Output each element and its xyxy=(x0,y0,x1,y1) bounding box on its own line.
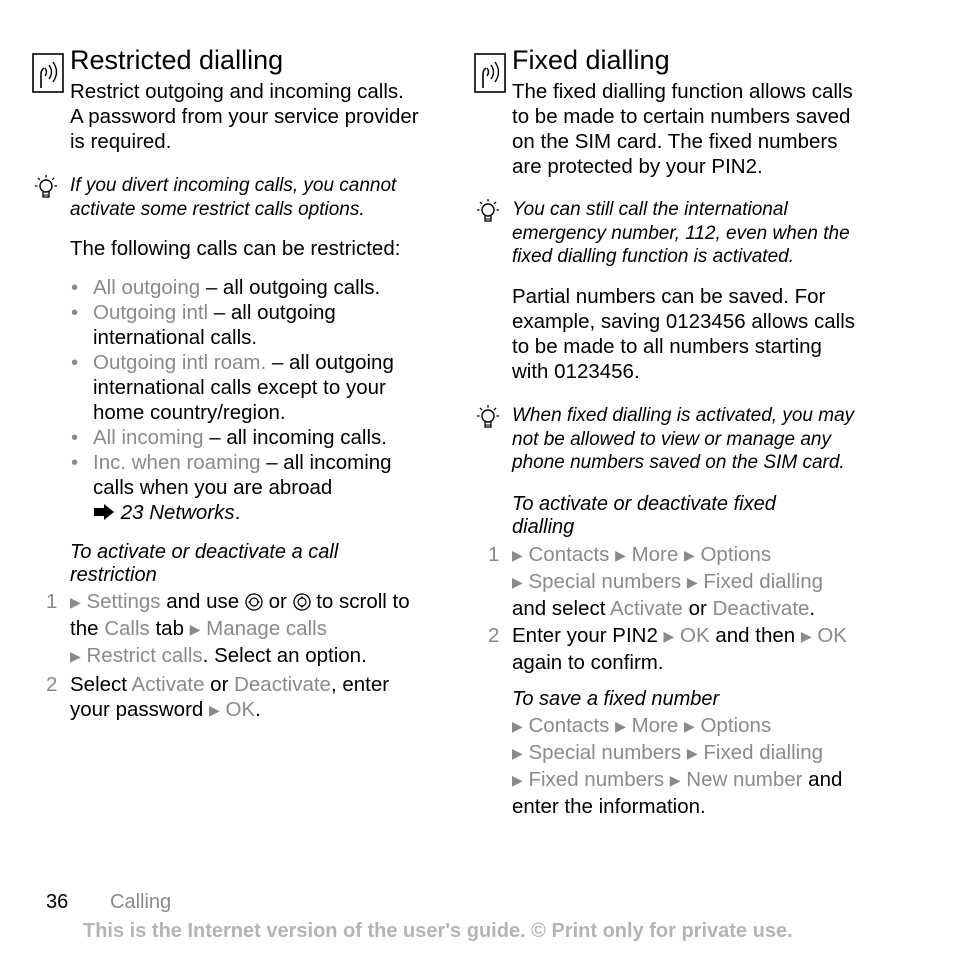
lightbulb-icon xyxy=(474,198,502,226)
list-item: • Inc. when roaming – all incoming calls when you are abroad 23 Networks. xyxy=(93,450,394,525)
triangle-right-icon: ▶ xyxy=(189,621,201,637)
triangle-right-icon: ▶ xyxy=(70,648,81,664)
triangle-right-icon: ▶ xyxy=(512,745,523,761)
step-1: 1 ▶ Settings and use or to scroll to the Calls tab ▶ Manage calls ▶ Restrict calls. Select an option. xyxy=(46,590,410,667)
restriction-steps xyxy=(46,589,410,724)
procedure-title-restriction: To activate or deactivate a call restriction xyxy=(70,541,339,586)
navigation-key-icon xyxy=(293,593,311,611)
phone-signal-icon xyxy=(32,53,64,93)
restricted-intro: Restrict outgoing and incoming calls. A password from your service provider is required. xyxy=(70,80,419,153)
navigation-key-icon xyxy=(245,593,263,611)
step-2: 2 Enter your PIN2 ▶ OK and then ▶ OK again to confirm. xyxy=(488,624,847,674)
tip-fixed-active: When fixed dialling is activated, you may not be allowed to view or manage any phone numbers saved on the SIM card. xyxy=(512,405,855,473)
phone-signal-icon xyxy=(474,53,506,93)
copyright-notice: This is the Internet version of the user's guide. © Print only for private use. xyxy=(83,920,793,942)
triangle-right-icon: ▶ xyxy=(209,702,220,718)
list-item: • Outgoing intl – all outgoing international calls. xyxy=(71,301,336,349)
xref-networks[interactable]: 23 Networks. xyxy=(93,500,394,525)
section-name: Calling xyxy=(110,891,172,913)
save-steps: ▶ Contacts ▶ More ▶ Options ▶ Special numbers ▶ Fixed dialling ▶ Fixed numbers ▶ New number and enter the information. xyxy=(512,714,843,818)
restriction-list xyxy=(71,275,394,525)
triangle-right-icon: ▶ xyxy=(512,718,523,734)
step-2: 2 Select Activate or Deactivate, enter your password ▶ OK. xyxy=(46,673,390,721)
tip-emergency: You can still call the international emergency number, 112, even when the fixed dialling function is activated. xyxy=(512,199,850,267)
triangle-right-icon: ▶ xyxy=(663,628,675,644)
triangle-right-icon: ▶ xyxy=(70,594,81,610)
triangle-right-icon: ▶ xyxy=(512,547,523,563)
section-title-restricted: Restricted dialling xyxy=(70,45,284,75)
list-item: • All outgoing – all outgoing calls. xyxy=(71,276,381,299)
partial-numbers-text: Partial numbers can be saved. For example, saving 0123456 allows calls to be made to all numbers starting with 0123456. xyxy=(512,285,856,383)
section-title-fixed: Fixed dialling xyxy=(512,45,670,75)
list-item: • All incoming – all incoming calls. xyxy=(71,426,387,449)
arrow-right-icon xyxy=(93,504,115,520)
procedure-title-fixed: To activate or deactivate fixed dialling xyxy=(512,493,776,538)
triangle-right-icon: ▶ xyxy=(512,574,523,590)
procedure-title-save: To save a fixed number xyxy=(512,688,720,710)
lightbulb-icon xyxy=(474,404,502,432)
tip-divert: If you divert incoming calls, you cannot activate some restrict calls options. xyxy=(70,175,397,220)
page-number: 36 xyxy=(46,891,69,913)
step-1: 1 ▶ Contacts ▶ More ▶ Options ▶ Special numbers ▶ Fixed dialling and select Activate or Deactivate. xyxy=(488,543,824,620)
triangle-right-icon: ▶ xyxy=(512,772,523,788)
fixed-intro: The fixed dialling function allows calls to be made to certain numbers saved on the SIM card. The fixed numbers are protected by your PIN2. xyxy=(512,80,853,178)
list-item: • Outgoing intl roam. – all outgoing international calls except to your home country/region. xyxy=(71,351,394,424)
fixed-steps xyxy=(488,542,847,675)
following-text: The following calls can be restricted: xyxy=(70,237,401,260)
lightbulb-icon xyxy=(32,174,60,202)
